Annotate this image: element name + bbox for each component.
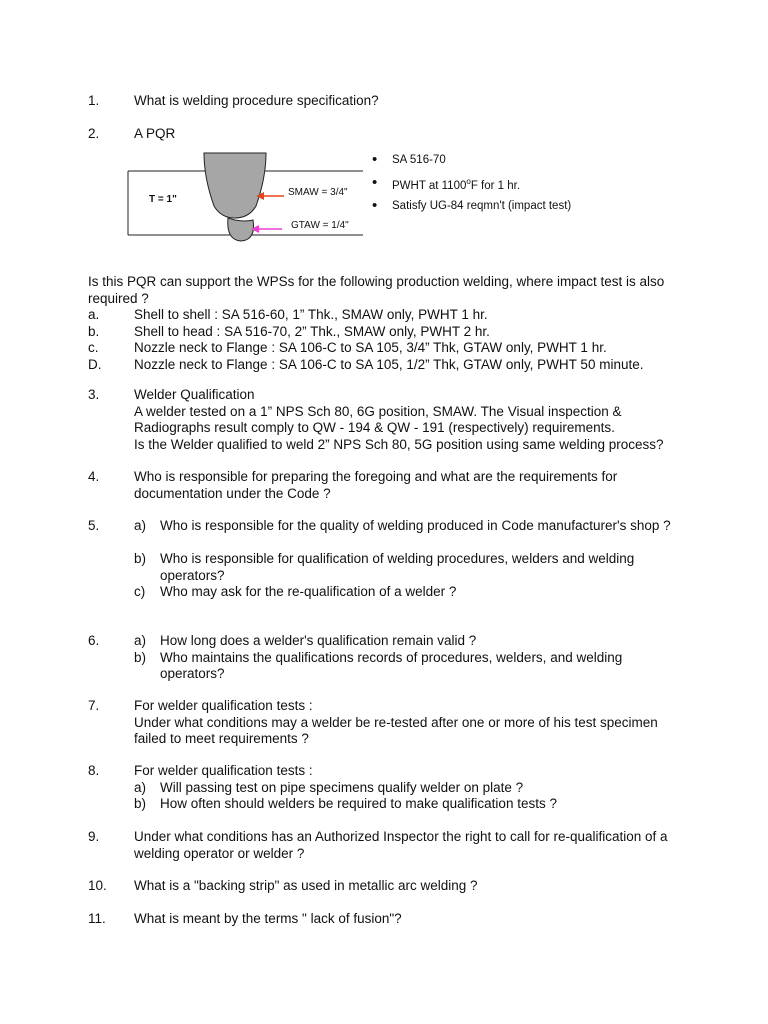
sub-letter: c) <box>134 584 146 599</box>
q3-line: Welder Qualification <box>134 387 255 402</box>
q6-number: 6. <box>88 633 100 648</box>
smaw-label: SMAW = 3/4" <box>288 187 348 198</box>
q5-number: 5. <box>88 518 100 533</box>
q7-text <box>134 698 658 748</box>
sub-text: Who maintains the qualifications records of procedures, welders, and welding <box>160 649 623 665</box>
pqr-question-line: Is this PQR can support the WPSs for the following production welding, where impact test is also <box>88 274 665 289</box>
q3-line: A welder tested on a 1” NPS Sch 80, 6G position, SMAW. The Visual inspection & <box>134 403 622 419</box>
weld-joint-diagram <box>125 150 370 245</box>
q9-number: 9. <box>88 829 100 844</box>
q8-number: 8. <box>88 763 100 778</box>
option-letter: D. <box>88 356 102 372</box>
option-text: Shell to shell : SA 516-60, 1” Thk., SMAW only, PWHT 1 hr. <box>134 307 488 322</box>
q9-text <box>134 829 668 862</box>
sub-text-cont: operators? <box>160 567 225 583</box>
bullet-impact-test: Satisfy UG-84 reqmn't (impact test) <box>392 200 572 212</box>
q4-number: 4. <box>88 469 100 484</box>
bullet-material: SA 516-70 <box>392 154 446 166</box>
q4-line: documentation under the Code ? <box>134 485 331 501</box>
sub-letter: a) <box>134 779 147 795</box>
sub-text: Who is responsible for qualification of welding procedures, welders and welding <box>160 551 635 566</box>
smaw-weld-bead <box>204 153 266 218</box>
q3-line: Radiographs result comply to QW - 194 & QW - 191 (respectively) requirements. <box>134 420 615 435</box>
bullet-pwht <box>392 177 520 192</box>
thickness-label: T = 1" <box>149 194 177 205</box>
q7-line: failed to meet requirements ? <box>134 731 309 746</box>
q7-number: 7. <box>88 698 100 713</box>
q11-number: 11. <box>88 911 106 926</box>
q3-number: 3. <box>88 387 100 402</box>
q4-text <box>134 469 617 502</box>
sub-text-cont: operators? <box>160 666 225 681</box>
pwht-text-end: F for 1 hr. <box>470 179 521 192</box>
option-text: Nozzle neck to Flange : SA 106-C to SA 105, 3/4” Thk, GTAW only, PWHT 1 hr. <box>134 340 607 355</box>
q1-number: 1. <box>88 93 100 108</box>
q11-text: What is meant by the terms " lack of fusion"? <box>134 911 402 926</box>
q8-text <box>134 763 557 813</box>
q7-line: For welder qualification tests : <box>134 698 313 713</box>
q3-line: Is the Welder qualified to weld 2” NPS Sch 80, 5G position using same welding process? <box>134 436 664 452</box>
sub-text: Who may ask for the re-qualification of a welder ? <box>160 584 457 599</box>
q8-line: For welder qualification tests : <box>134 763 313 778</box>
bullet-dot: • <box>372 174 378 191</box>
pqr-option <box>88 324 664 341</box>
option-letter: a. <box>88 307 100 322</box>
gtaw-label: GTAW = 1/4" <box>291 220 349 231</box>
option-letter: c. <box>88 340 99 355</box>
sub-text: How often should welders be required to make qualification tests ? <box>160 796 557 811</box>
option-letter: b. <box>88 323 100 339</box>
pwht-text: PWHT at 1100 <box>392 179 467 192</box>
sub-letter: b) <box>134 649 147 665</box>
q3-text <box>134 387 664 453</box>
sub-letter: b) <box>134 796 147 811</box>
sub-text: How long does a welder's qualification remain valid ? <box>160 633 477 648</box>
degree-mark: o <box>466 177 471 186</box>
pqr-option <box>88 357 664 374</box>
q6-items <box>134 633 622 683</box>
pqr-option <box>88 340 664 357</box>
q9-line: Under what conditions has an Authorized Inspector the right to call for re-qualification of a <box>134 829 668 844</box>
q1-text: What is welding procedure specification? <box>134 93 379 108</box>
option-text: Nozzle neck to Flange : SA 106-C to SA 105, 1/2” Thk, GTAW only, PWHT 50 minute. <box>134 356 644 372</box>
sub-letter: a) <box>134 633 147 648</box>
q10-text: What is a "backing strip" as used in metallic arc welding ? <box>134 878 478 893</box>
q2-number: 2. <box>88 126 100 141</box>
sub-text: Will passing test on pipe specimens qualify welder on plate ? <box>160 779 524 795</box>
option-text: Shell to head : SA 516-70, 2” Thk., SMAW only, PWHT 2 hr. <box>134 323 490 339</box>
q10-number: 10. <box>88 878 107 893</box>
sub-text: Who is responsible for the quality of welding produced in Code manufacturer's shop ? <box>160 518 671 533</box>
pqr-question <box>88 274 664 373</box>
bullet-dot: • <box>372 197 378 214</box>
sub-letter: a) <box>134 518 147 533</box>
q2-text: A PQR <box>134 126 176 141</box>
sub-letter: b) <box>134 551 147 566</box>
pqr-question-line: required ? <box>88 290 149 306</box>
pqr-option <box>88 307 664 324</box>
q7-line: Under what conditions may a welder be re-tested after one or more of his test specimen <box>134 714 658 730</box>
q5b <box>134 551 634 601</box>
q5a <box>134 518 671 535</box>
gtaw-root-bead <box>228 218 254 241</box>
q9-line: welding operator or welder ? <box>134 845 305 861</box>
bullet-dot: • <box>372 151 378 168</box>
q4-line: Who is responsible for preparing the foregoing and what are the requirements for <box>134 469 618 484</box>
